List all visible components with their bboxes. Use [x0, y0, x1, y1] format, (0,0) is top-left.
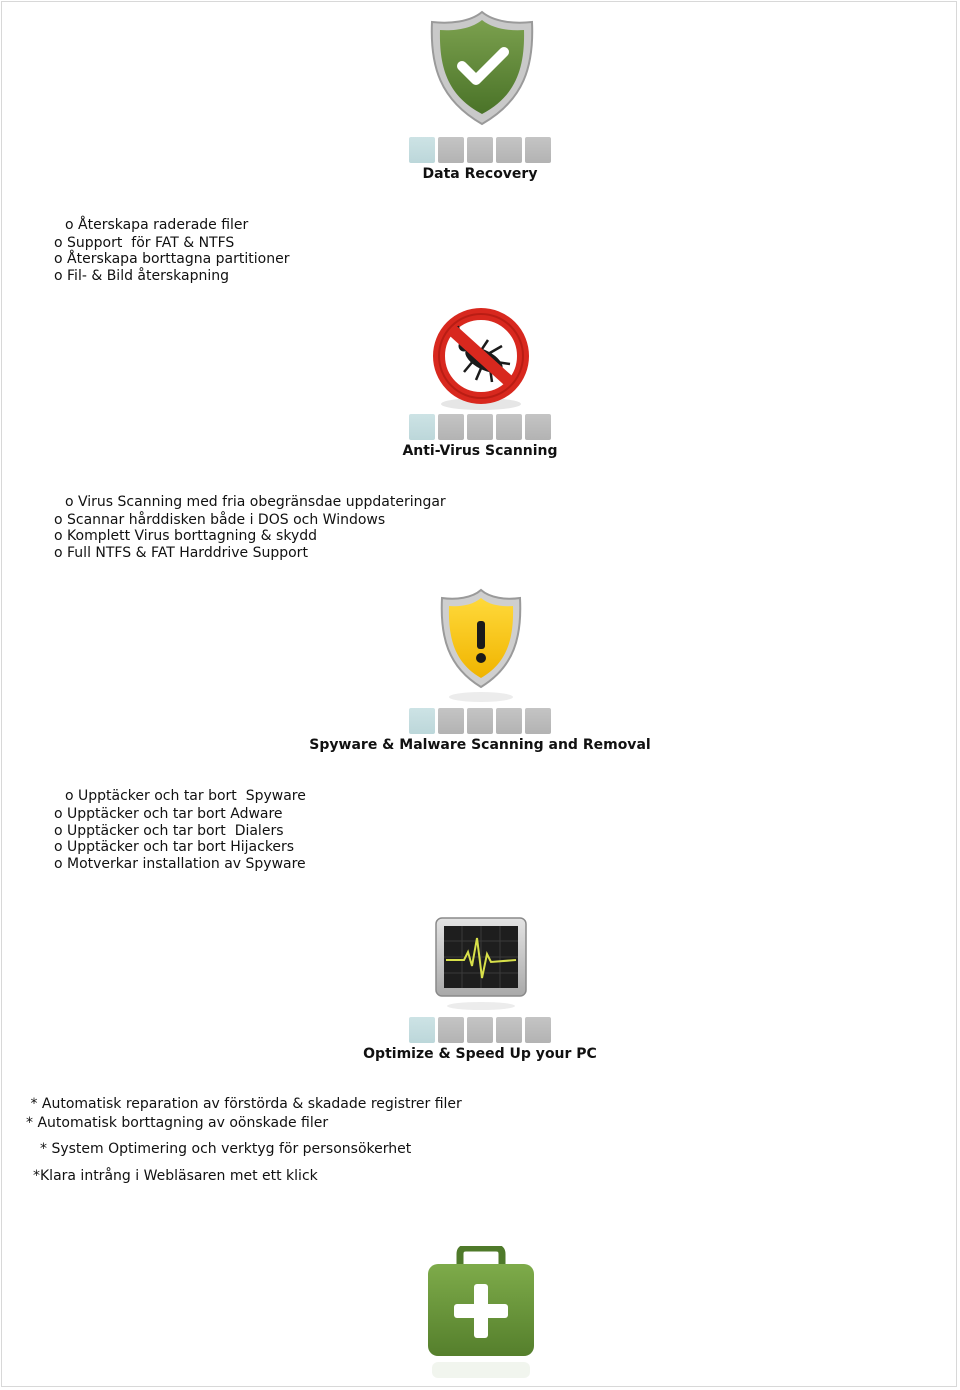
- list-item: o Virus Scanning med fria obegränsdae uppdateringar: [65, 494, 446, 510]
- no-bug-icon: [420, 308, 542, 412]
- progress-squares: [409, 708, 551, 734]
- section-title-anti-virus: Anti-Virus Scanning: [402, 443, 558, 459]
- shield-check-icon: [420, 8, 544, 132]
- list-item: o Support för FAT & NTFS: [54, 235, 235, 251]
- list-item: o Upptäcker och tar bort Dialers: [54, 823, 284, 839]
- list-item: o Full NTFS & FAT Harddrive Support: [54, 545, 308, 561]
- list-item: * Automatisk borttagning av oönskade filer: [26, 1115, 329, 1131]
- progress-squares: [409, 1017, 551, 1043]
- shield-warning-icon: [434, 587, 528, 705]
- first-aid-kit-icon: [424, 1246, 538, 1386]
- section-title-spyware: Spyware & Malware Scanning and Removal: [309, 737, 651, 753]
- list-item: o Komplett Virus borttagning & skydd: [54, 528, 318, 544]
- list-item: * System Optimering och verktyg för personsökerhet: [40, 1141, 412, 1157]
- heartbeat-monitor-icon: [434, 916, 528, 1012]
- list-item: o Motverkar installation av Spyware: [54, 856, 306, 872]
- list-item: o Återskapa borttagna partitioner: [54, 251, 290, 267]
- list-item: o Upptäcker och tar bort Spyware: [65, 788, 306, 804]
- list-item: o Scannar hårddisken både i DOS och Windows: [54, 512, 386, 528]
- list-item: o Återskapa raderade filer: [65, 217, 249, 233]
- list-item: o Upptäcker och tar bort Adware: [54, 806, 283, 822]
- progress-squares: [409, 137, 551, 163]
- list-item: * Automatisk reparation av förstörda & skadade registrer filer: [26, 1096, 462, 1112]
- list-item: *Klara intrång i Webläsaren met ett klick: [33, 1168, 318, 1184]
- section-title-data-recovery: Data Recovery: [422, 166, 538, 182]
- section-title-optimize: Optimize & Speed Up your PC: [363, 1046, 597, 1062]
- list-item: o Fil- & Bild återskapning: [54, 268, 229, 284]
- list-item: o Upptäcker och tar bort Hijackers: [54, 839, 295, 855]
- progress-squares: [409, 414, 551, 440]
